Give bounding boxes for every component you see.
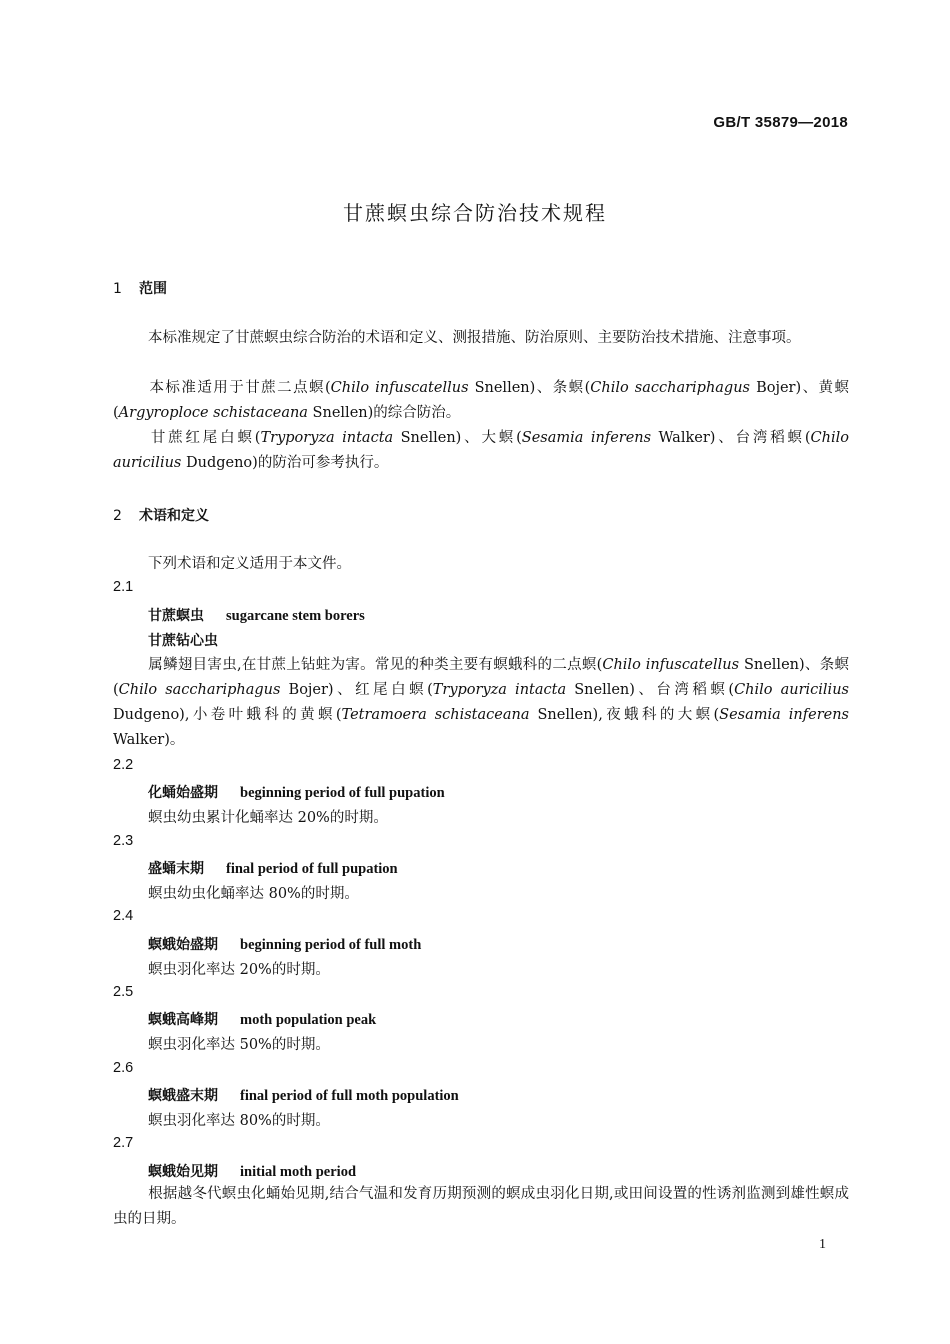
text: 属鳞翅目害虫,在甘蔗上钻蛀为害。常见的种类主要有螟蛾科的二点螟(	[148, 657, 603, 673]
term-zh: 化蛹始盛期	[148, 785, 218, 801]
term-en: moth population peak	[240, 1012, 377, 1028]
species-name: Sesamia inferens	[719, 707, 849, 723]
species-name: Chilo auricilius	[734, 682, 849, 698]
term-zh: 螟蛾始盛期	[148, 937, 218, 953]
term-heading	[148, 1085, 459, 1105]
species-name: Chilo infuscatellus	[602, 657, 740, 673]
text: Walker)。	[113, 732, 185, 748]
term-en: final period of full pupation	[226, 861, 398, 877]
scope-paragraph-3	[113, 426, 849, 476]
term-alternative: 甘蔗钻心虫	[148, 633, 218, 649]
term-number: 2.4	[113, 908, 134, 924]
species-name: Argyroploce schistaceana	[118, 405, 308, 421]
term-heading	[148, 934, 421, 954]
term-heading	[148, 1161, 356, 1181]
term-zh: 甘蔗螟虫	[148, 608, 204, 624]
term-number: 2.3	[113, 833, 134, 849]
paragraph-text: 根据越冬代螟虫化蛹始见期,结合气温和发育历期预测的螟成虫羽化日期,或田间设置的性诱剂监测到雄性螟成虫的日期。	[113, 1186, 849, 1227]
term-en: final period of full moth population	[240, 1088, 459, 1104]
term-definition	[113, 1182, 849, 1232]
section-number: 1	[113, 281, 122, 297]
scope-paragraph-1	[113, 326, 849, 351]
term-number: 2.7	[113, 1135, 134, 1151]
species-name: Sesamia inferens	[521, 430, 652, 446]
species-name: Tryporyza intacta	[432, 682, 567, 698]
term-zh: 螟蛾高峰期	[148, 1012, 218, 1028]
section-number: 2	[113, 508, 122, 524]
term-definition: 螟虫羽化率达 80%的时期。	[148, 1113, 330, 1129]
text: 本标准适用于甘蔗二点螟(	[148, 380, 331, 396]
term-heading	[148, 1009, 376, 1029]
species-name: Chilo infuscatellus	[330, 380, 469, 396]
section-title: 术语和定义	[139, 508, 209, 524]
term-number: 2.1	[113, 579, 134, 595]
text: Bojer)、红尾白螟(	[280, 682, 433, 698]
text: Snellen)、大螟(	[393, 430, 522, 446]
term-heading	[148, 605, 365, 625]
section-2-heading	[113, 505, 209, 525]
terms-intro	[113, 552, 849, 577]
term-en: sugarcane stem borers	[226, 608, 365, 624]
section-title: 范围	[139, 281, 167, 297]
scope-paragraph-2	[113, 376, 849, 426]
term-en: beginning period of full moth	[240, 937, 422, 953]
term-zh: 盛蛹末期	[148, 861, 204, 877]
standard-number: GB/T 35879—2018	[713, 114, 848, 131]
text: Bojer)、黄螟(	[113, 380, 849, 421]
term-definition: 螟虫幼虫累计化蛹率达 20%的时期。	[148, 810, 388, 826]
term-en: initial moth period	[240, 1164, 357, 1180]
text: Snellen)的综合防治。	[307, 405, 461, 421]
term-definition: 螟虫幼虫化蛹率达 80%的时期。	[148, 886, 359, 902]
text: Snellen),夜蛾科的大螟(	[529, 707, 720, 723]
term-number: 2.6	[113, 1060, 134, 1076]
page-number: 1	[819, 1237, 826, 1252]
term-heading	[148, 858, 398, 878]
text: Walker)、台湾稻螟(	[651, 430, 811, 446]
term-heading	[148, 782, 445, 802]
text: Snellen)、台湾稻螟(	[566, 682, 735, 698]
species-name: Chilo auricilius	[113, 430, 849, 471]
text: Snellen)、条螟(	[468, 380, 591, 396]
section-1-heading	[113, 278, 167, 298]
species-name: Tryporyza intacta	[260, 430, 394, 446]
term-definition: 螟虫羽化率达 50%的时期。	[148, 1037, 330, 1053]
species-name: Chilo sacchariphagus	[118, 682, 281, 698]
text: Dudgeno),小卷叶蛾科的黄螟(	[113, 707, 342, 723]
species-name: Tetramoera schistaceana	[341, 707, 530, 723]
term-zh: 螟蛾始见期	[148, 1164, 218, 1180]
species-name: Chilo sacchariphagus	[590, 380, 750, 396]
document-title: 甘蔗螟虫综合防治技术规程	[343, 201, 607, 225]
text: Dudgeno)的防治可参考执行。	[181, 455, 389, 471]
text: 甘蔗红尾白螟(	[148, 430, 261, 446]
term-definition	[113, 653, 849, 753]
term-definition: 螟虫羽化率达 20%的时期。	[148, 962, 330, 978]
term-zh: 螟蛾盛末期	[148, 1088, 218, 1104]
term-number: 2.2	[113, 757, 134, 773]
text: Snellen)、条螟(	[113, 657, 849, 698]
paragraph-text: 下列术语和定义适用于本文件。	[148, 556, 351, 572]
term-number: 2.5	[113, 984, 134, 1000]
term-en: beginning period of full pupation	[240, 785, 445, 801]
paragraph-text: 本标准规定了甘蔗螟虫综合防治的术语和定义、测报措施、防治原则、主要防治技术措施、注意事项。	[148, 330, 801, 346]
